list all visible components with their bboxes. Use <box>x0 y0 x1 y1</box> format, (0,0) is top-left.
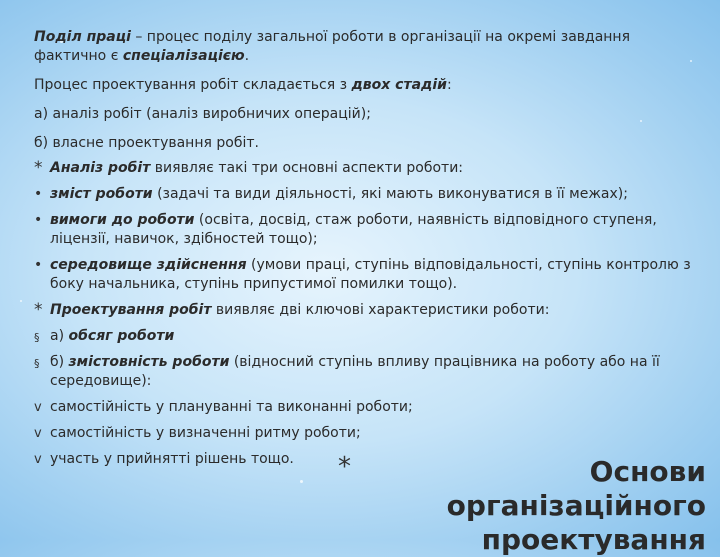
text: (умови праці, ступінь відповідальності, ступінь контролю з боку начальника, ступінь припустимої помилки тощо). <box>50 257 691 292</box>
title-star-icon: * <box>338 452 351 482</box>
text: : <box>446 77 452 93</box>
text: виявляє такі три основні аспекти роботи: <box>150 160 464 176</box>
term: змістовність роботи <box>68 354 230 370</box>
checkmark-bullet-icon: v <box>34 400 42 415</box>
bullet-icon: • <box>34 212 43 228</box>
bullet-icon: • <box>34 186 43 202</box>
section-bullet-icon: § <box>34 357 40 370</box>
slide-body <box>34 28 694 476</box>
term: вимоги до роботи <box>50 212 195 228</box>
term: Проектування робіт <box>50 302 212 318</box>
term-division-of-labor: Поділ праці <box>34 29 131 45</box>
star-bullet-icon: * <box>34 300 43 320</box>
list-item <box>34 327 694 346</box>
list-item <box>34 424 694 443</box>
slide-title-line2: проектування <box>481 523 706 556</box>
term: обсяг роботи <box>68 328 175 344</box>
star-bullet-icon: * <box>34 158 43 178</box>
slide-title <box>326 455 706 557</box>
star-item-job-analysis <box>34 159 694 178</box>
text: самостійність у плануванні та виконанні роботи; <box>50 399 413 415</box>
list-item <box>34 185 694 204</box>
term: Аналіз робіт <box>50 160 151 176</box>
list-item <box>34 353 694 391</box>
checkmark-bullet-icon: v <box>34 426 42 441</box>
slide-title-line1: Основи організаційного <box>446 455 706 522</box>
sparkle <box>300 480 303 483</box>
term: середовище здійснення <box>50 257 247 273</box>
text: участь у прийнятті рішень тощо. <box>50 451 294 467</box>
prefix: а) <box>50 328 69 344</box>
checkmark-bullet-icon: v <box>34 452 42 467</box>
text: (освіта, досвід, стаж роботи, наявність відповідного ступеня, ліцензії, навичок, здібностей тощо); <box>50 212 657 247</box>
sparkle <box>20 300 22 302</box>
list-item <box>34 256 694 294</box>
paragraph-stages <box>34 76 694 95</box>
text: – процес поділу загальної роботи в організації на окремі завдання фактично є <box>34 29 631 64</box>
text: (відносний ступінь впливу працівника на роботу або на її середовище): <box>50 354 660 389</box>
section-bullet-icon: § <box>34 331 40 344</box>
star-item-job-design <box>34 301 694 320</box>
term: зміст роботи <box>50 186 153 202</box>
bullet-icon: • <box>34 257 43 273</box>
text: . <box>244 48 250 64</box>
paragraph-definition <box>34 28 694 66</box>
text: Процес проектування робіт складається з <box>34 77 352 93</box>
prefix: б) <box>50 354 69 370</box>
text: виявляє дві ключові характеристики роботи: <box>211 302 550 318</box>
text: (задачі та види діяльності, які мають виконуватися в її межах); <box>152 186 628 202</box>
text: самостійність у визначенні ритму роботи; <box>50 425 361 441</box>
paragraph-stage-b: б) власне проектування робіт. <box>34 135 259 151</box>
list-item <box>34 398 694 417</box>
paragraph-stage-a: а) аналіз робіт (аналіз виробничих операцій); <box>34 106 371 122</box>
list-item <box>34 211 694 249</box>
term-specialization: спеціалізацією <box>122 48 245 64</box>
term-two-stages: двох стадій <box>351 77 447 93</box>
